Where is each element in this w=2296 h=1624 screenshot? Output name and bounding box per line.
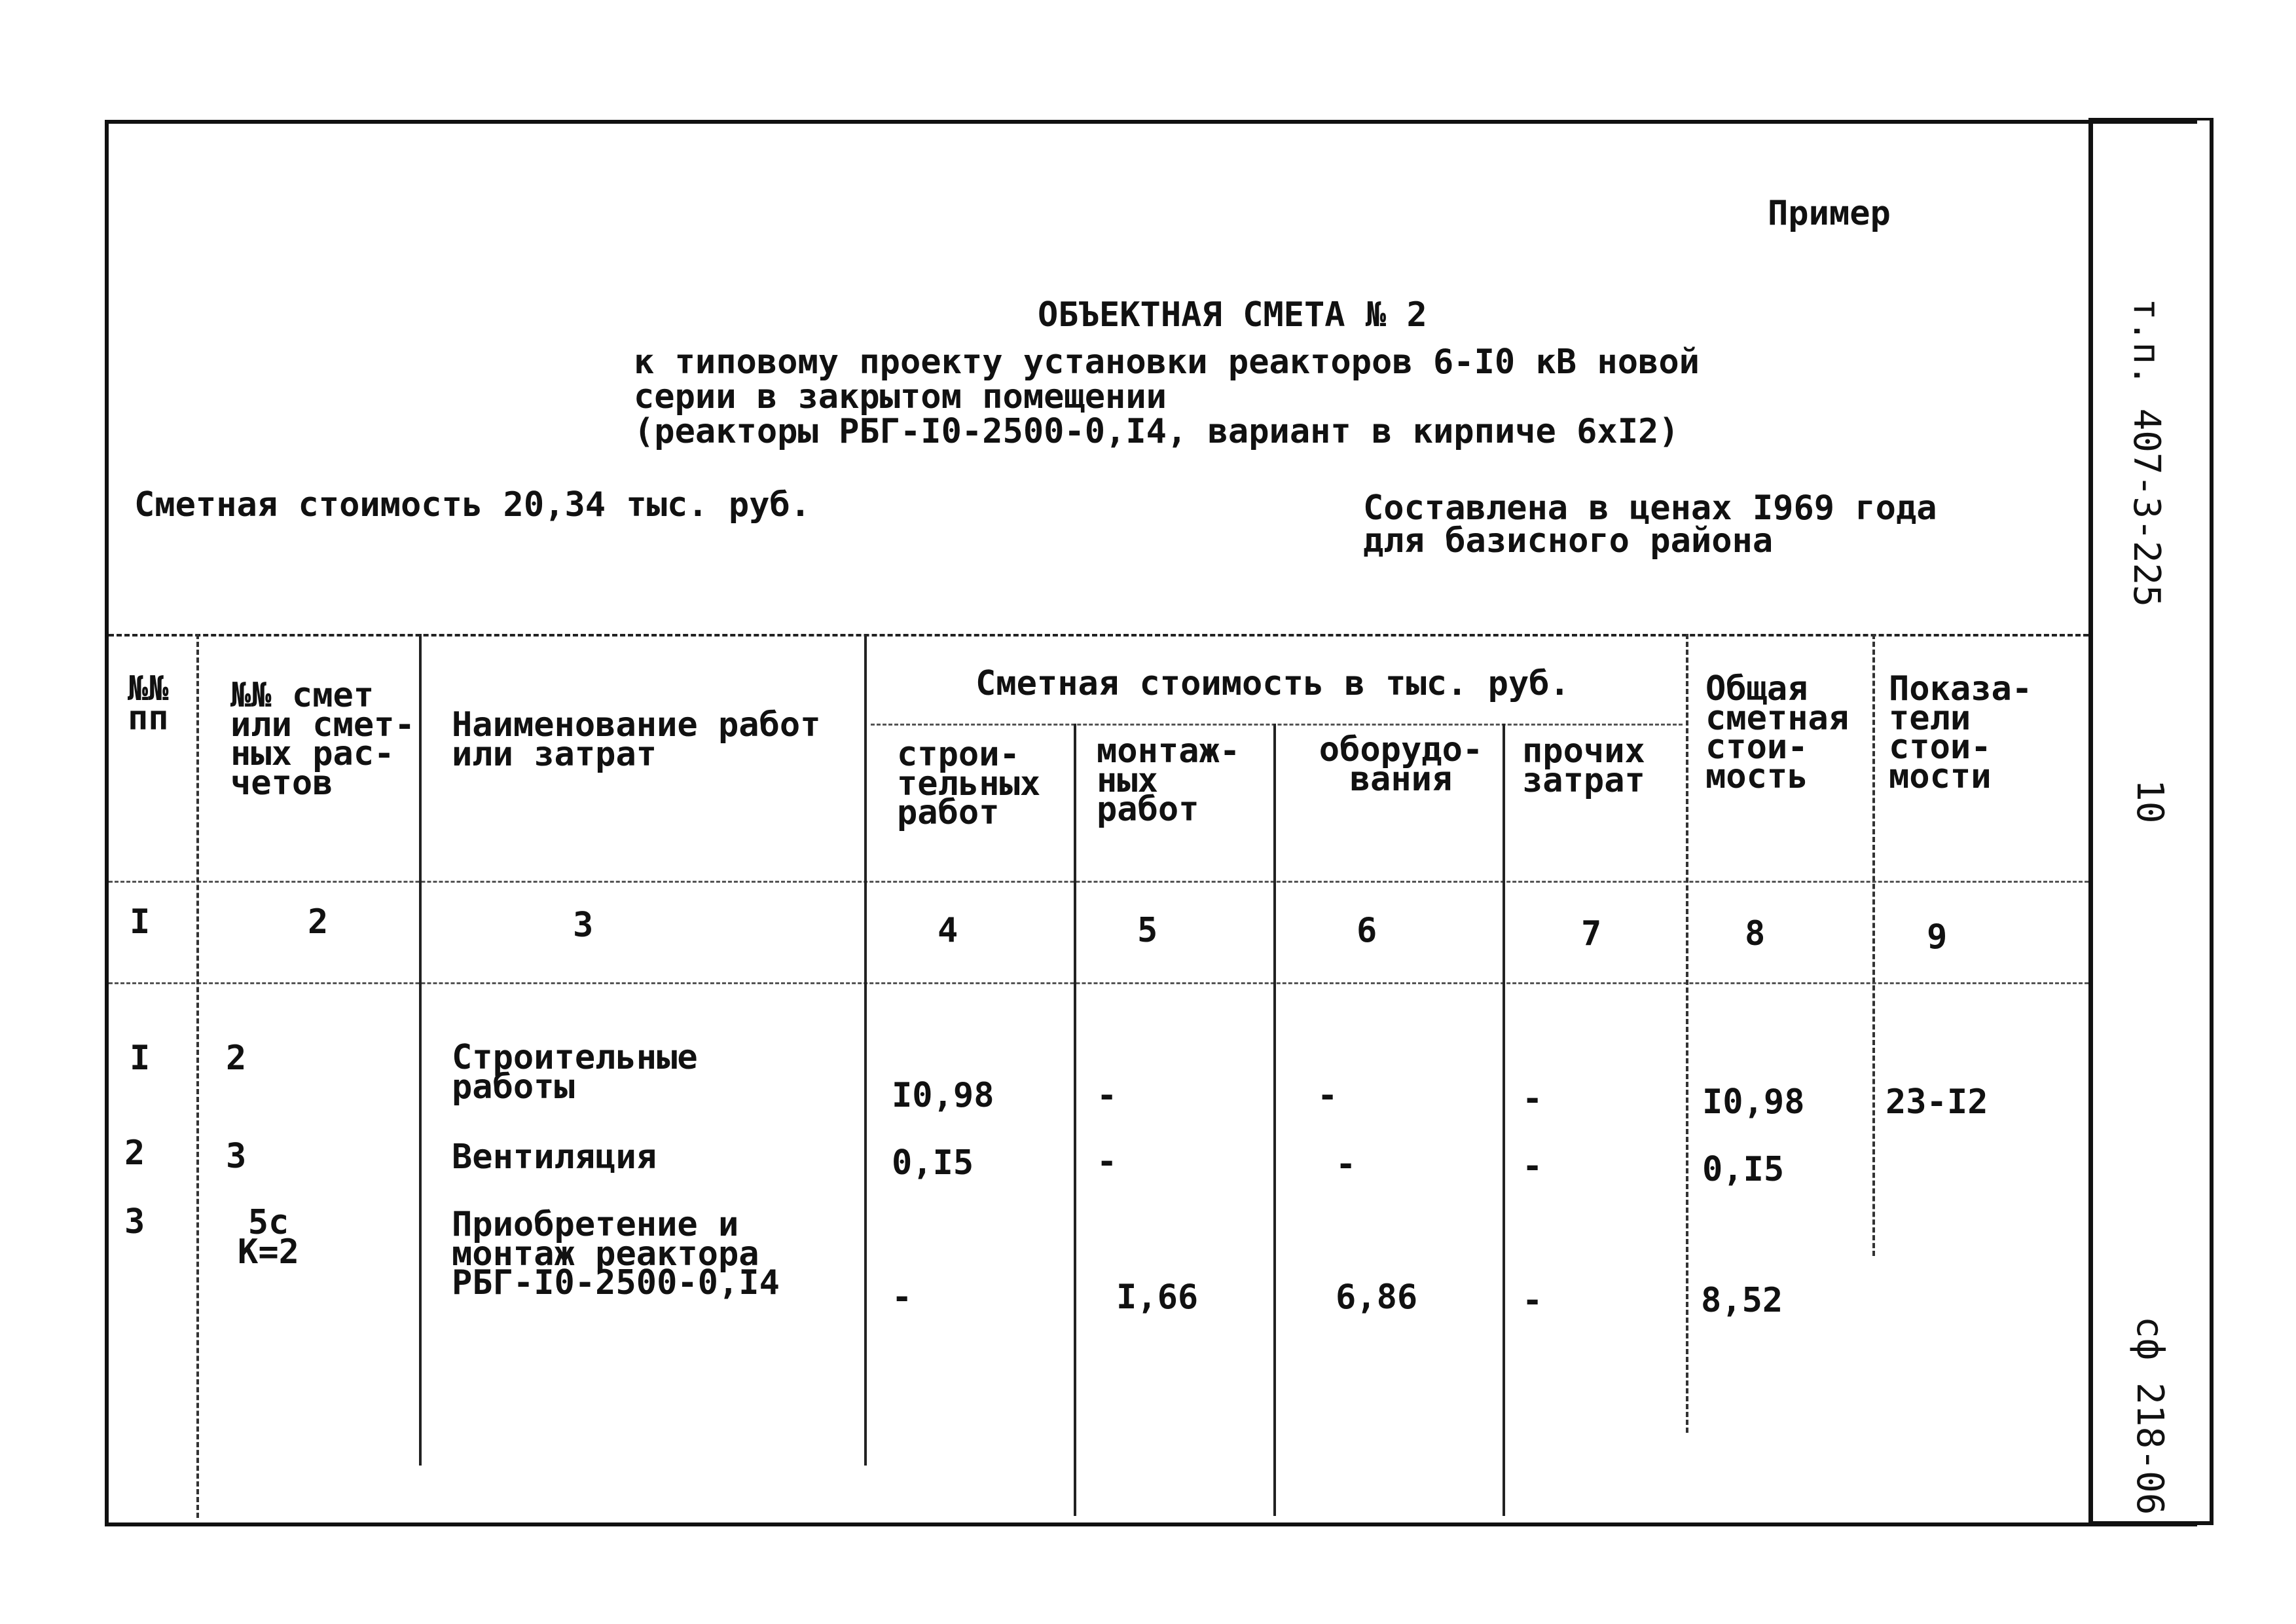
col-number-6: 6 <box>1357 911 1377 950</box>
column-divider-5 <box>1273 724 1276 1516</box>
row-1-other: - <box>1522 1079 1543 1118</box>
row-2-name: Вентиляция <box>452 1137 657 1177</box>
column-divider-4 <box>1074 724 1076 1516</box>
col-number-9: 9 <box>1927 917 1948 957</box>
estimated-cost: Сметная стоимость 20,34 тыс. руб. <box>134 485 811 525</box>
row-2-equipment: - <box>1336 1145 1357 1184</box>
column-divider-8 <box>1872 634 1875 1256</box>
row-1-estimate: 2 <box>226 1039 247 1078</box>
subtitle-line-3: (реакторы РБГ-I0-2500-0,I4, вариант в кирпиче 6хI2) <box>634 412 1679 451</box>
row-1-equipment: - <box>1317 1076 1338 1115</box>
col-number-4: 4 <box>938 911 958 950</box>
row-1-name: Строительные работы <box>452 1038 698 1107</box>
stamp-archive-code: сф 218-06 <box>2128 1316 2171 1515</box>
row-3-other: - <box>1522 1281 1543 1320</box>
prices-note-line-2: для базисного района <box>1363 521 1774 561</box>
row-3-estimate: 5с К=2 <box>238 1203 299 1272</box>
group-header-rule <box>871 724 1683 726</box>
row-2-estimate: 3 <box>226 1137 247 1176</box>
col-number-5: 5 <box>1137 911 1158 950</box>
prices-note-line-1: Составлена в ценах I969 года <box>1363 489 1937 528</box>
subtitle-line-1: к типовому проекту установки реакторов 6-I0 кВ новой <box>634 342 1700 382</box>
col-header-installation: монтаж- ных работ <box>1097 731 1241 830</box>
col-group-header: Сметная стоимость в тыс. руб. <box>975 664 1570 703</box>
column-numbers-bottom-rule <box>109 982 2088 984</box>
col-header-construction: строи- тельных работ <box>897 735 1041 833</box>
col-header-equipment: оборудо- вания <box>1319 730 1484 799</box>
column-divider-2 <box>419 634 422 1466</box>
row-3-number: 3 <box>124 1202 145 1242</box>
col-header-estimate: №№ смет или смет- ных рас- четов <box>230 676 415 803</box>
stamp-doc-code: т.п. 407-3-225 <box>2125 298 2168 608</box>
row-2-total: 0,I5 <box>1702 1150 1785 1189</box>
column-divider-6 <box>1503 724 1505 1516</box>
col-number-7: 7 <box>1581 914 1602 953</box>
row-1-number: I <box>130 1039 151 1078</box>
row-2-construction: 0,I5 <box>892 1143 974 1183</box>
table-top-rule <box>109 634 2088 637</box>
col-number-3: 3 <box>573 906 594 945</box>
column-divider-3 <box>864 634 867 1466</box>
col-number-1: I <box>130 902 151 942</box>
row-3-total: 8,52 <box>1701 1281 1783 1320</box>
row-1-indicators: 23-I2 <box>1886 1082 1988 1122</box>
col-header-number: №№ пп <box>128 669 169 738</box>
row-3-name: Приобретение и монтаж реактора РБГ-I0-2500-0,I4 <box>452 1205 780 1303</box>
subtitle-line-2: серии в закрытом помещении <box>634 377 1167 416</box>
row-2-number: 2 <box>124 1134 145 1173</box>
document-title: ОБЪЕКТНАЯ СМЕТА № 2 <box>1038 295 1427 335</box>
row-1-total: I0,98 <box>1702 1082 1805 1122</box>
col-header-indicators: Показа- тели стои- мости <box>1889 669 2033 797</box>
row-2-other: - <box>1522 1147 1543 1186</box>
col-number-2: 2 <box>308 902 329 942</box>
row-2-installation: - <box>1097 1142 1118 1181</box>
col-header-total: Общая сметная стои- мость <box>1705 669 1850 797</box>
column-numbers-top-rule <box>109 881 2088 883</box>
row-1-construction: I0,98 <box>892 1076 994 1115</box>
column-divider-1 <box>196 634 199 1518</box>
column-divider-7 <box>1686 634 1688 1433</box>
example-label: Пример <box>1768 194 1891 233</box>
stamp-page-number: 10 <box>2128 779 2171 824</box>
row-1-installation: - <box>1097 1076 1118 1115</box>
col-header-work-name: Наименование работ или затрат <box>452 705 821 774</box>
row-3-equipment: 6,86 <box>1336 1278 1418 1317</box>
row-3-installation: I,66 <box>1116 1278 1199 1317</box>
row-3-construction: - <box>892 1278 913 1317</box>
col-number-8: 8 <box>1745 914 1766 953</box>
col-header-other: прочих затрат <box>1522 731 1645 800</box>
